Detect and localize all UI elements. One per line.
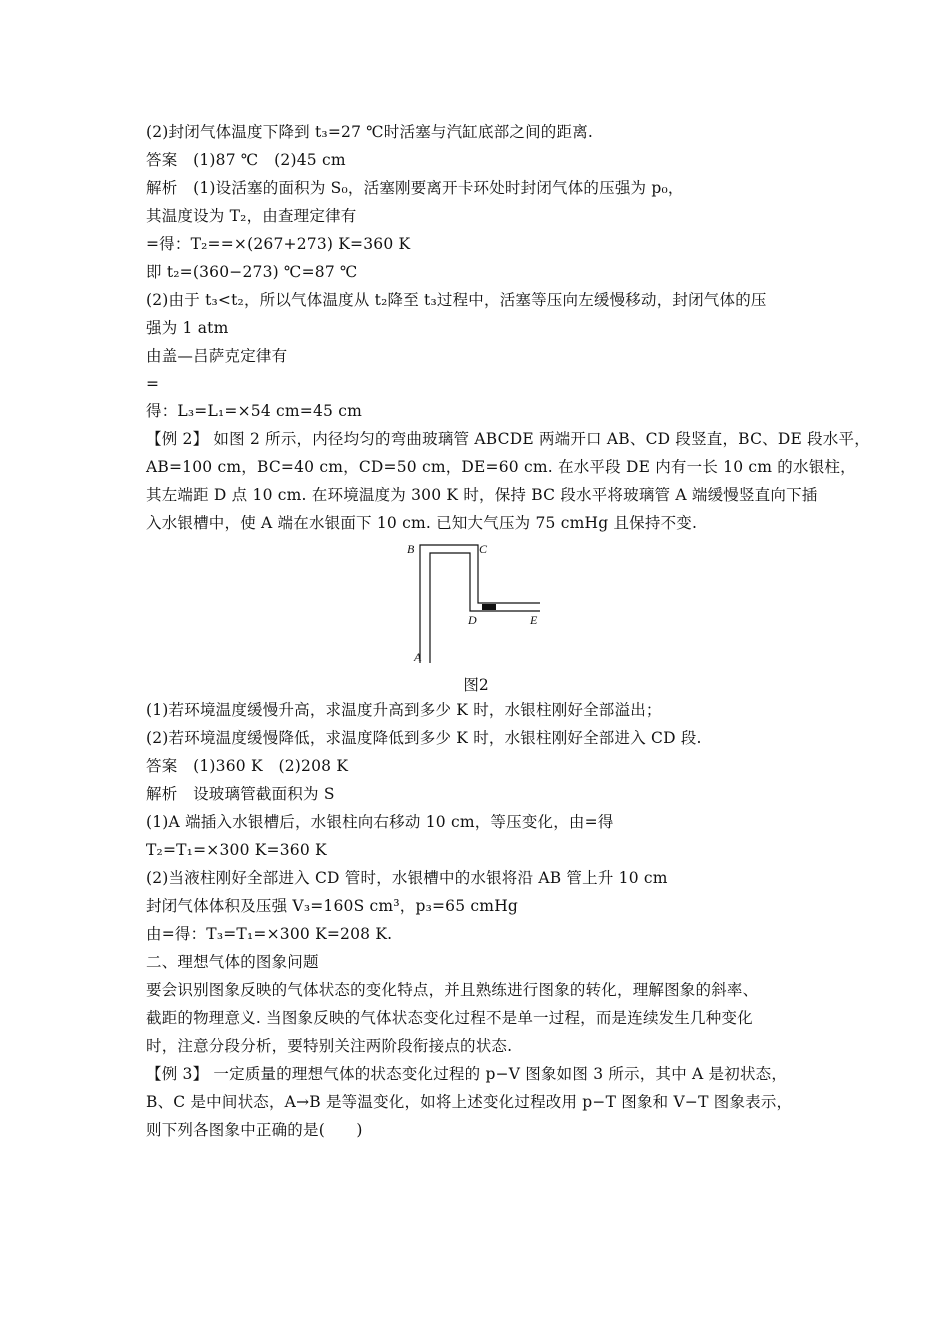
text-line: 解析 (1)设活塞的面积为 S₀，活塞刚要离开卡环处时封闭气体的压强为 p₀， <box>146 179 684 197</box>
text-line: 截距的物理意义. 当图象反映的气体状态变化过程不是单一过程，而是连续发生几种变化 <box>146 1009 753 1027</box>
text-line: 得：L₃=L₁=×54 cm=45 cm <box>146 402 363 420</box>
text-line: =得：T₂==×(267+273) K=360 K <box>146 235 411 253</box>
text-line: (2)封闭气体温度下降到 t₃=27 ℃时活塞与汽缸底部之间的距离. <box>146 123 594 141</box>
text-line: 则下列各图象中正确的是( ) <box>146 1121 363 1139</box>
label-B: B <box>407 542 415 556</box>
section-heading: 二、理想气体的图象问题 <box>146 953 319 971</box>
text-line: (2)当液柱刚好全部进入 CD 管时，水银槽中的水银将沿 AB 管上升 10 cm <box>146 869 668 887</box>
example-2-line: 【例 2】 如图 2 所示，内径均匀的弯曲玻璃管 ABCDE 两端开口 AB、CD 段竖直，BC、DE 段水平， <box>146 430 870 448</box>
text-line: 强为 1 atm <box>146 319 229 337</box>
mercury-column <box>482 604 496 610</box>
label-C: C <box>479 542 488 556</box>
text-line: AB=100 cm，BC=40 cm，CD=50 cm，DE=60 cm. 在水平段 DE 内有一长 10 cm 的水银柱， <box>146 458 856 476</box>
glass-tube-figure <box>400 535 550 665</box>
text-line: 由盖—吕萨克定律有 <box>146 347 288 365</box>
text-line: 解析 设玻璃管截面积为 S <box>146 785 335 803</box>
text-line: 由=得：T₃=T₁=×300 K=208 K. <box>146 925 393 943</box>
question-1: (1)若环境温度缓慢升高，求温度升高到多少 K 时，水银柱刚好全部溢出； <box>146 701 662 719</box>
example-3-line: 【例 3】 一定质量的理想气体的状态变化过程的 p−V 图象如图 3 所示，其中 A 是初状态， <box>146 1065 788 1083</box>
text-line: 即 t₂=(360−273) ℃=87 ℃ <box>146 263 358 281</box>
label-A: A <box>414 650 422 664</box>
question-2: (2)若环境温度缓慢降低，求温度降低到多少 K 时，水银柱刚好全部进入 CD 段. <box>146 729 702 747</box>
text-line: = <box>146 375 160 393</box>
text-line: 时，注意分段分析，要特别关注两阶段衔接点的状态. <box>146 1037 513 1055</box>
text-line: 其左端距 D 点 10 cm. 在环境温度为 300 K 时，保持 BC 段水平将玻璃管 A 端缓慢竖直向下插 <box>146 486 818 504</box>
text-line: (2)由于 t₃<t₂，所以气体温度从 t₂降至 t₃过程中，活塞等压向左缓慢移动，封闭气体的压 <box>146 291 767 309</box>
text-line: (1)A 端插入水银槽后，水银柱向右移动 10 cm，等压变化，由=得 <box>146 813 614 831</box>
text-line: 要会识别图象反映的气体状态的变化特点，并且熟练进行图象的转化，理解图象的斜率、 <box>146 981 759 999</box>
text-line: 入水银槽中，使 A 端在水银面下 10 cm. 已知大气压为 75 cmHg 且保持不变. <box>146 514 698 532</box>
text-line: 封闭气体体积及压强 V₃=160S cm³，p₃=65 cmHg <box>146 897 519 915</box>
label-E: E <box>530 613 538 627</box>
answer-line: 答案 (1)87 ℃ (2)45 cm <box>146 151 346 169</box>
figure-caption: 图2 <box>463 676 489 694</box>
answer-line: 答案 (1)360 K (2)208 K <box>146 757 349 775</box>
text-line: B、C 是中间状态，A→B 是等温变化，如将上述变化过程改用 p−T 图象和 V−T 图象表示， <box>146 1093 793 1111</box>
tube-outer-wall <box>420 545 540 663</box>
label-D: D <box>468 613 477 627</box>
text-line: 其温度设为 T₂，由查理定律有 <box>146 207 357 225</box>
text-line: T₂=T₁=×300 K=360 K <box>146 841 327 859</box>
